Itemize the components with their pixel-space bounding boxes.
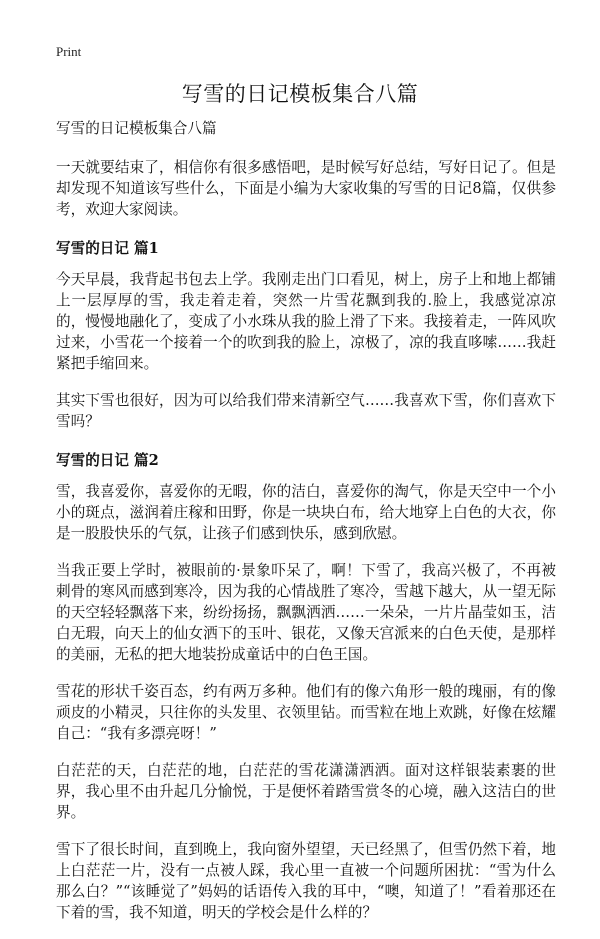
section-2 <box>56 450 556 923</box>
section-heading: 写雪的日记 篇1 <box>56 240 159 257</box>
section-heading: 写雪的日记 篇2 <box>56 452 159 469</box>
print-link[interactable]: Print <box>56 44 82 59</box>
article-body <box>56 118 556 939</box>
article-subtitle: 写雪的日记模板集合八篇 <box>56 120 217 137</box>
section-paragraph: 白茫茫的天，白茫茫的地，白茫茫的雪花潇潇洒洒。面对这样银装素裹的世界，我心里不由升起几分愉悦，于是便怀着踏雪赏冬的心境，融入这洁白的世界。 <box>56 762 556 821</box>
intro-paragraph: 一天就要结束了，相信你有很多感悟吧，是时候写好总结，写好日记了。但是却发现不知道该写些什么，下面是小编为大家收集的写雪的日记8篇，仅供参考，欢迎大家阅读。 <box>56 159 556 218</box>
section-paragraph: 其实下雪也很好，因为可以给我们带来清新空气……我喜欢下雪，你们喜欢下雪吗？ <box>56 392 556 430</box>
section-paragraph: 今天早晨，我背起书包去上学。我刚走出门口看见，树上，房子上和地上都铺上一层厚厚的雪，我走着走着，突然一片雪花飘到我的.脸上，我感觉凉凉的，慢慢地融化了，变成了小水珠从我的脸上滑了下来。我接着走，一阵风吹过来，小雪花一个接着一个的吹到我的脸上，凉极了，凉的我直哆嗦……我赶紧把手缩回来。 <box>56 271 556 372</box>
section-paragraph: 雪，我喜爱你，喜爱你的无暇，你的洁白，喜爱你的淘气，你是天空中一个小小的斑点，滋润着庄稼和田野，你是一块块白布，给大地穿上白色的大衣，你是一股股快乐的气氛，让孩子们感到快乐，感到欣慰。 <box>56 483 556 542</box>
section-paragraph: 当我正要上学时，被眼前的·景象吓呆了，啊！下雪了，我高兴极了，不再被刺骨的寒风而感到寒冷，因为我的心情战胜了寒冷，雪越下越大，从一望无际的天空轻轻飘落下来，纷纷扬扬，飘飘洒洒……一朵朵，一片片晶莹如玉，洁白无瑕，向天上的仙女洒下的玉叶、银花，又像天宫派来的白色天使，是那样的美丽，无私的把大地装扮成童话中的白色王国。 <box>56 562 556 663</box>
page-title: 写雪的日记模板集合八篇 <box>181 82 419 106</box>
section-1 <box>56 238 556 432</box>
section-paragraph: 雪下了很长时间，直到晚上，我向窗外望望，天已经黑了，但雪仍然下着，地上白茫茫一片，没有一点被人踩，我心里一直被一个问题所困扰：“雪为什么那么白？”“该睡觉了”妈妈的话语传入我的耳中，“噢，知道了！”看着那还在下着的雪，我不知道，明天的学校会是什么样的？ <box>56 841 556 921</box>
section-paragraph: 雪花的形状千姿百态，约有两万多种。他们有的像六角形一般的瑰丽，有的像顽皮的小精灵，只往你的头发里、衣领里钻。而雪粒在地上欢跳，好像在炫耀自己：“我有多漂亮呀！” <box>56 683 556 742</box>
